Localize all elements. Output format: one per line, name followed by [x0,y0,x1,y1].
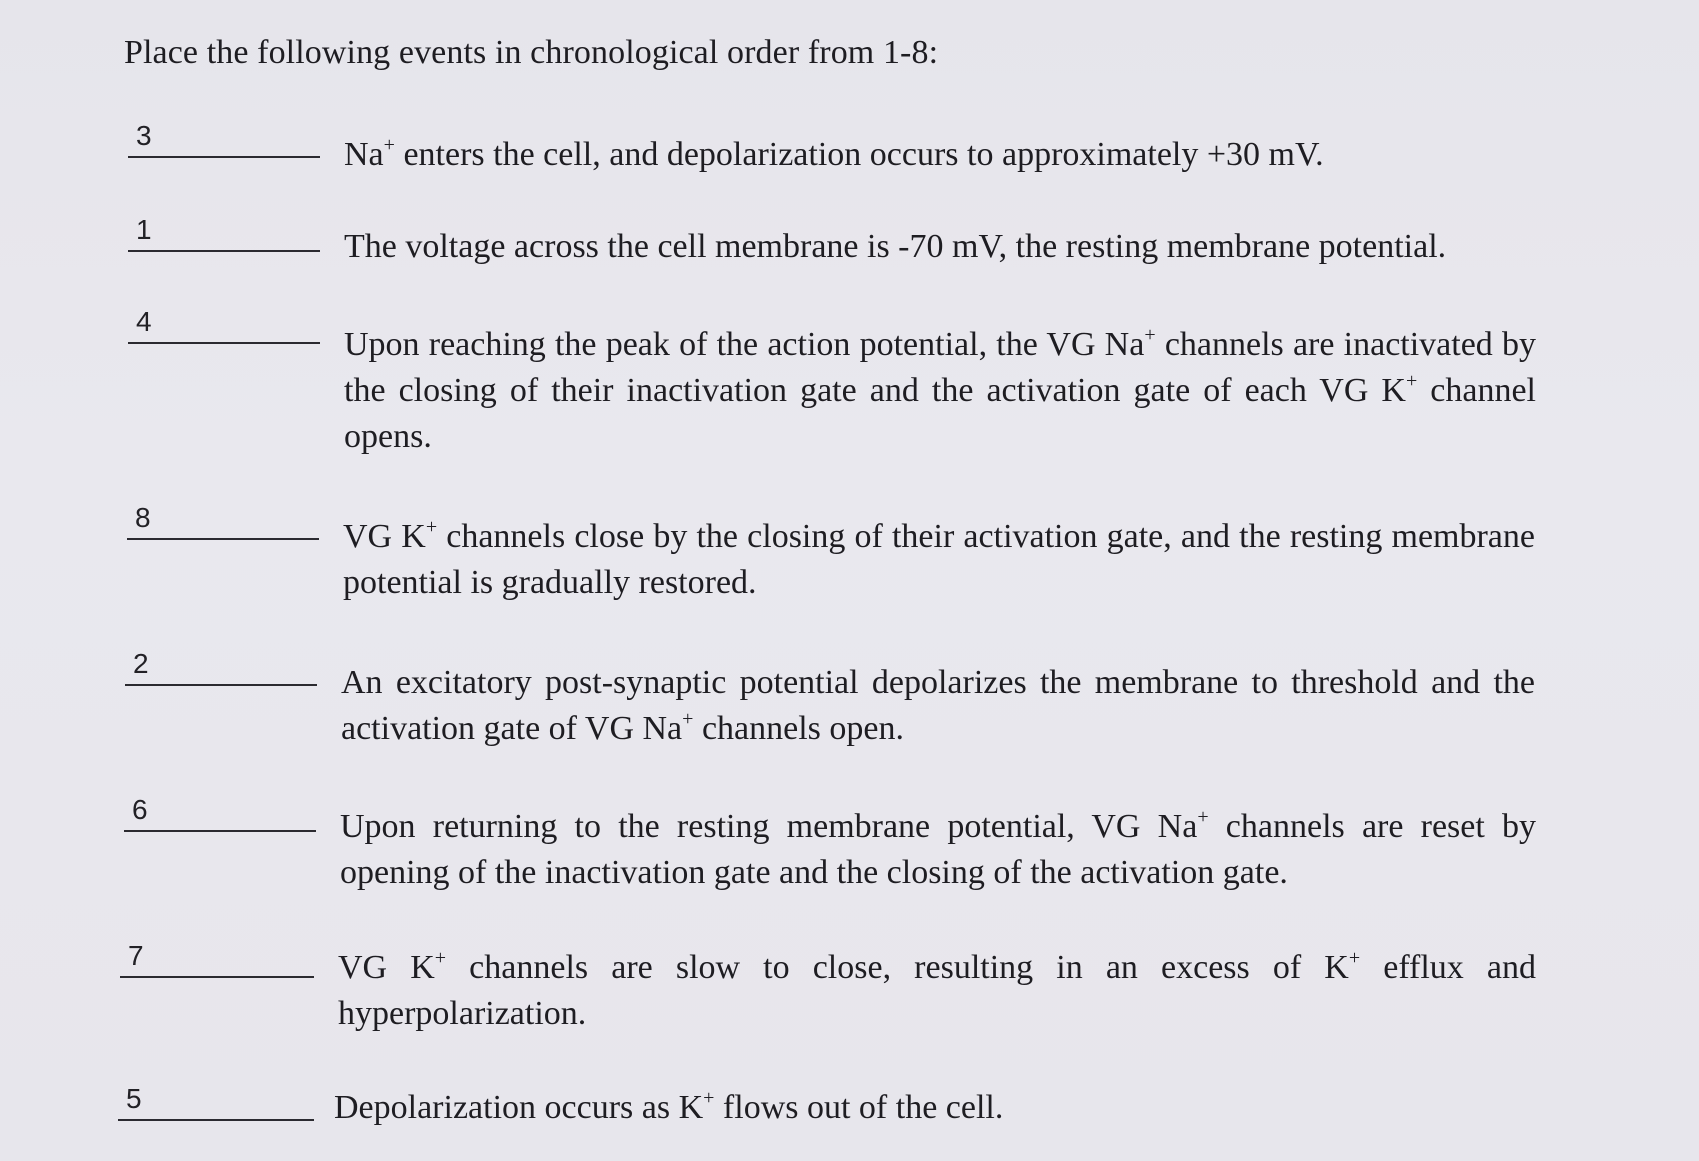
answer-blank[interactable] [118,1075,314,1121]
answer-blank[interactable] [128,206,320,252]
answer-blank[interactable] [128,298,320,344]
answer-value: 3 [136,120,152,151]
instruction-heading: Place the following events in chronological order from 1-8: [124,34,939,71]
answer-value: 1 [136,214,152,245]
answer-value: 6 [132,794,148,825]
answer-blank[interactable] [124,786,316,832]
event-description: VG K+ channels are slow to close, resulting in an excess of K+ efflux and hyperpolarization. [338,947,1536,1032]
answer-blank[interactable] [120,932,314,978]
event-description: Upon returning to the resting membrane potential, VG Na+ channels are reset by opening of the inactivation gate and the closing of the activation gate. [340,806,1537,891]
event-description: Na+ enters the cell, and depolarization occurs to approximately +30 mV. [344,134,1324,173]
answer-value: 8 [135,502,151,533]
answer-blank[interactable] [128,112,320,158]
answer-value: 7 [128,940,144,971]
event-description: Depolarization occurs as K+ flows out of the cell. [334,1087,1004,1126]
answer-value: 4 [136,306,152,337]
answer-value: 5 [126,1083,142,1114]
event-description: An excitatory post-synaptic potential depolarizes the membrane to threshold and the activation gate of VG Na+ channels open. [341,664,1535,747]
event-description: Upon reaching the peak of the action potential, the VG Na+ channels are inactivated by the closing of their inactivation gate and the activation gate of each VG K+ channel opens. [344,324,1537,455]
answer-blank[interactable] [125,640,317,686]
event-description: VG K+ channels close by the closing of their activation gate, and the resting membrane potential is gradually restored. [343,516,1535,601]
answer-value: 2 [133,648,149,679]
event-description: The voltage across the cell membrane is -70 mV, the resting membrane potential. [344,228,1447,265]
answer-blank[interactable] [127,494,319,540]
